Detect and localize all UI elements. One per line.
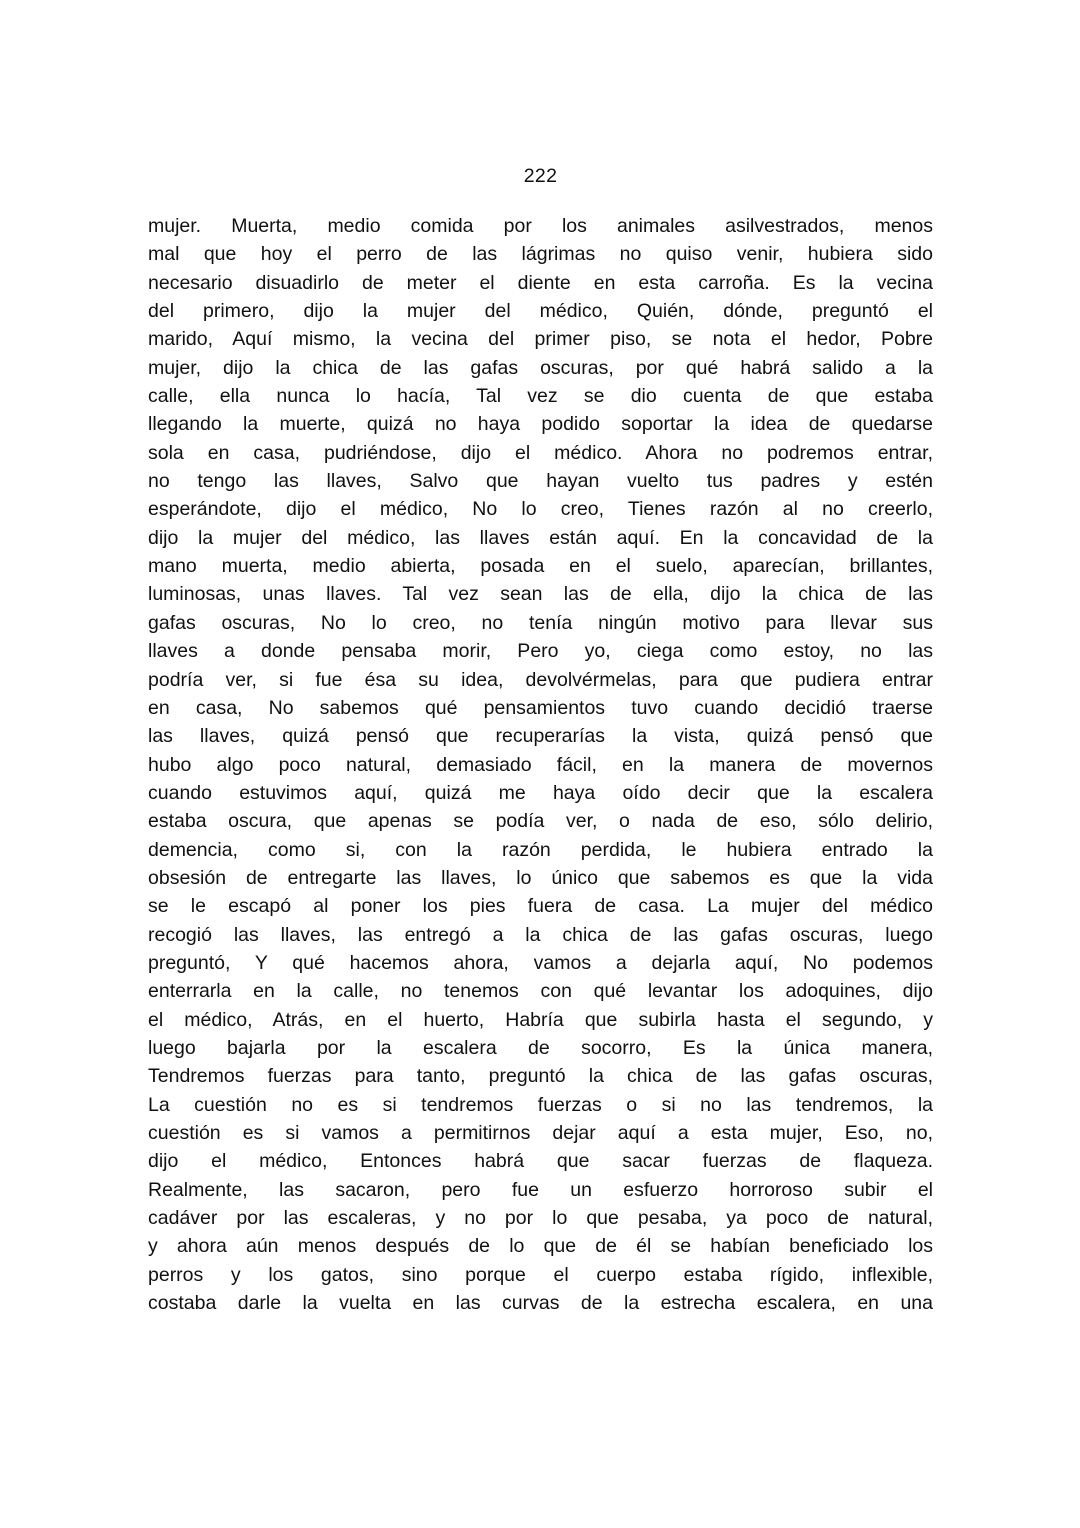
text-line: obsesión de entregarte las llaves, lo único que sabemos es que la vida <box>148 866 933 889</box>
text-line: perros y los gatos, sino porque el cuerpo estaba rígido, inflexible, <box>148 1263 933 1286</box>
text-line: mujer. Muerta, medio comida por los animales asilvestrados, menos <box>148 215 933 237</box>
text-line: esperándote, dijo el médico, No lo creo, Tienes razón al no creerlo, <box>148 498 933 521</box>
text-line: calle, ella nunca lo hacía, Tal vez se dio cuenta de que estaba <box>148 385 933 408</box>
text-line: luego bajarla por la escalera de socorro, Es la única manera, <box>148 1036 933 1059</box>
text-line: y ahora aún menos después de lo que de él se habían beneficiado los <box>148 1235 933 1258</box>
text-line: sola en casa, pudriéndose, dijo el médico. Ahora no podremos entrar, <box>148 441 933 464</box>
text-line: se le escapó al poner los pies fuera de casa. La mujer del médico <box>148 895 933 918</box>
text-line: necesario disuadirlo de meter el diente en esta carroña. Es la vecina <box>148 271 933 294</box>
text-line: podría ver, si fue ésa su idea, devolvérmelas, para que pudiera entrar <box>148 668 933 691</box>
text-line: marido, Aquí mismo, la vecina del primer piso, se nota el hedor, Pobre <box>148 328 933 351</box>
text-line: recogió las llaves, las entregó a la chica de las gafas oscuras, luego <box>148 923 933 946</box>
text-line: mal que hoy el perro de las lágrimas no quiso venir, hubiera sido <box>148 243 933 266</box>
text-line: hubo algo poco natural, demasiado fácil, en la manera de movernos <box>148 753 933 776</box>
text-line: no tengo las llaves, Salvo que hayan vuelto tus padres y estén <box>148 470 933 493</box>
text-line: mujer, dijo la chica de las gafas oscuras, por qué habrá salido a la <box>148 356 933 379</box>
text-line: dijo la mujer del médico, las llaves están aquí. En la concavidad de la <box>148 526 933 549</box>
text-line: el médico, Atrás, en el huerto, Habría que subirla hasta el segundo, y <box>148 1008 933 1031</box>
text-line: las llaves, quizá pensó que recuperarías la vista, quizá pensó que <box>148 725 933 748</box>
text-line: dijo el médico, Entonces habrá que sacar fuerzas de flaqueza. <box>148 1150 933 1173</box>
text-line: enterrarla en la calle, no tenemos con qué levantar los adoquines, dijo <box>148 980 933 1003</box>
text-line: luminosas, unas llaves. Tal vez sean las de ella, dijo la chica de las <box>148 583 933 606</box>
text-line: demencia, como si, con la razón perdida, le hubiera entrado la <box>148 838 933 861</box>
text-line: preguntó, Y qué hacemos ahora, vamos a dejarla aquí, No podemos <box>148 951 933 974</box>
text-line: llegando la muerte, quizá no haya podido soportar la idea de quedarse <box>148 413 933 436</box>
text-line: estaba oscura, que apenas se podía ver, o nada de eso, sólo delirio, <box>148 810 933 833</box>
text-line: cadáver por las escaleras, y no por lo que pesaba, ya poco de natural, <box>148 1207 933 1230</box>
text-line: del primero, dijo la mujer del médico, Quién, dónde, preguntó el <box>148 300 933 323</box>
body-text <box>148 212 933 1317</box>
text-line: en casa, No sabemos qué pensamientos tuvo cuando decidió traerse <box>148 696 933 719</box>
text-line: gafas oscuras, No lo creo, no tenía ningún motivo para llevar sus <box>148 611 933 634</box>
text-line: La cuestión no es si tendremos fuerzas o si no las tendremos, la <box>148 1093 933 1116</box>
text-line: cuando estuvimos aquí, quizá me haya oído decir que la escalera <box>148 781 933 804</box>
text-line: Tendremos fuerzas para tanto, preguntó la chica de las gafas oscuras, <box>148 1065 933 1088</box>
text-line: costaba darle la vuelta en las curvas de la estrecha escalera, en una <box>148 1292 933 1315</box>
page-number: 222 <box>523 165 558 187</box>
text-line: cuestión es si vamos a permitirnos dejar aquí a esta mujer, Eso, no, <box>148 1122 933 1144</box>
text-line: mano muerta, medio abierta, posada en el suelo, aparecían, brillantes, <box>148 555 933 578</box>
text-line: Realmente, las sacaron, pero fue un esfuerzo horroroso subir el <box>148 1178 933 1201</box>
text-line: llaves a donde pensaba morir, Pero yo, ciega como estoy, no las <box>148 640 933 663</box>
